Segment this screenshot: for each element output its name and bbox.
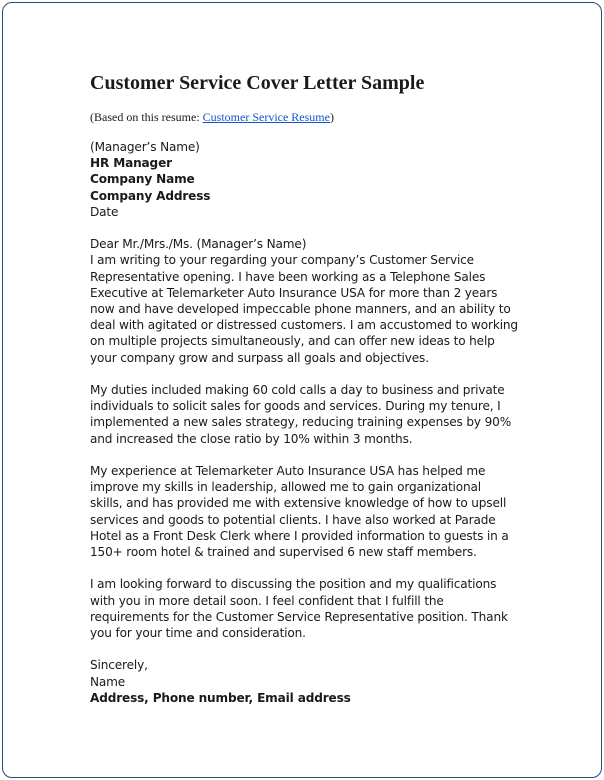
paragraph-line: deal with agitated or distressed customers. I am accustomed to working [90,318,518,333]
recipient-block [90,139,530,220]
recipient-company-address: Company Address [90,188,211,203]
paragraph-line: your company grow and surpass all goals and objectives. [90,350,429,365]
cover-letter-page [90,70,530,706]
closing: Sincerely, [90,658,148,673]
paragraph-line: on multiple projects simultaneously, and can offer new ideas to help [90,334,495,349]
paragraph-line: Hotel as a Front Desk Clerk where I provided information to guests in a [90,528,509,543]
resume-reference-prefix: (Based on this resume: [90,110,203,124]
salutation: Dear Mr./Mrs./Ms. (Manager’s Name) [90,237,307,252]
paragraph-line: improve my skills in leadership, allowed me to gain organizational [90,480,481,495]
paragraph-duties [90,382,530,447]
paragraph-line: you for your time and consideration. [90,626,306,641]
paragraph-line: now and have developed impeccable phone manners, and an ability to [90,302,511,317]
customer-service-resume-link[interactable]: Customer Service Resume [202,110,330,124]
letter-date: Date [90,204,119,219]
paragraph-line: and increased the close ratio by 10% within 3 months. [90,431,413,446]
signature-name: Name [90,674,126,689]
page-title: Customer Service Cover Letter Sample [90,72,425,94]
paragraph-line: with you in more detail soon. I feel confident that I fulfill the [90,593,444,608]
paragraph-line: requirements for the Customer Service Representative position. Thank [90,609,508,624]
recipient-company-name: Company Name [90,172,195,187]
signature-contact: Address, Phone number, Email address [90,690,351,705]
paragraph-line: My experience at Telemarketer Auto Insurance USA has helped me [90,464,486,479]
resume-reference-suffix: ) [329,110,334,124]
paragraph-closing [90,576,530,641]
signature-block [90,657,530,706]
paragraph-line: I am writing to your regarding your company’s Customer Service [90,253,474,268]
paragraph-line: Representative opening. I have been working as a Telephone Sales [90,269,486,284]
paragraph-line: My duties included making 60 cold calls a day to business and private [90,383,505,398]
recipient-title: HR Manager [90,156,172,171]
paragraph-line: skills, and has provided me with extensive knowledge of how to upsell [90,496,507,511]
paragraph-line: 150+ room hotel & trained and supervised 6 new staff members. [90,545,477,560]
resume-reference [90,109,530,125]
paragraph-intro [90,236,530,366]
paragraph-experience [90,463,530,560]
paragraph-line: services and goods to potential clients. I have also worked at Parade [90,512,496,527]
paragraph-line: implemented a new sales strategy, reducing training expenses by 90% [90,415,512,430]
paragraph-line: I am looking forward to discussing the position and my qualifications [90,577,497,592]
recipient-manager-name: (Manager’s Name) [90,140,200,154]
paragraph-line: individuals to solicit sales for goods and services. During my tenure, I [90,399,501,414]
paragraph-line: Executive at Telemarketer Auto Insurance USA for more than 2 years [90,285,498,300]
